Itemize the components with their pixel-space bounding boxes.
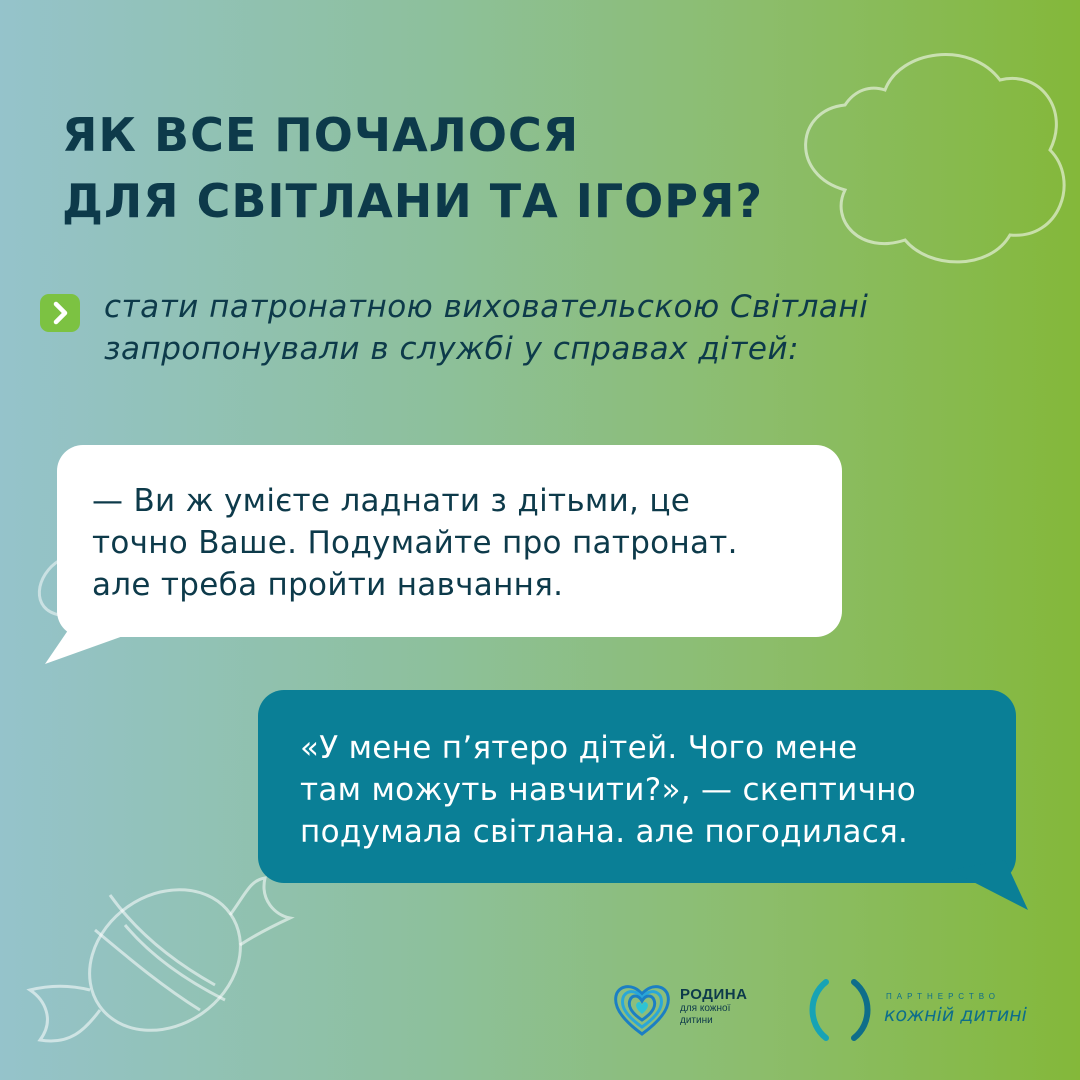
teal-bubble-line-1: «У мене п’ятеро дітей. Чого мене	[300, 730, 858, 766]
left-deco-outline	[39, 560, 60, 615]
white-bubble-line-3: але треба пройти навчання.	[92, 567, 564, 603]
white-bubble-text	[92, 480, 738, 606]
intro-line-2: запропонували в службі у справах дітей:	[104, 331, 800, 367]
intro-text	[104, 286, 1004, 370]
parentheses-logo-icon	[806, 978, 882, 1042]
rodyna-logo-text	[680, 986, 747, 1027]
intro-line-1: стати патронатною виховательскою Світлані	[104, 289, 869, 325]
rodyna-logo	[610, 978, 780, 1042]
candy-outline-icon	[30, 861, 290, 1059]
partnership-logo-big: кожній дитині	[884, 1004, 1027, 1026]
teal-bubble-line-3: подумала світлана. але погодилася.	[300, 814, 909, 850]
white-bubble-line-1: — Ви ж умієте ладнати з дітьми, це	[92, 483, 691, 519]
page-title	[62, 102, 763, 234]
teal-bubble-text	[300, 727, 916, 853]
title-line-1: ЯК ВСЕ ПОЧАЛОСЯ	[62, 108, 580, 162]
white-bubble-line-2: точно Ваше. Подумайте про патронат.	[92, 525, 738, 561]
chevron-right-icon	[40, 294, 80, 332]
rodyna-logo-sub-1: для кожної	[680, 1003, 731, 1014]
title-line-2: ДЛЯ СВІТЛАНИ ТА ІГОРЯ?	[62, 174, 764, 228]
rodyna-logo-sub-2: дитини	[680, 1015, 713, 1026]
teal-bubble-line-2: там можуть навчити?», — скептично	[300, 772, 917, 808]
heart-logo-icon	[610, 978, 674, 1042]
partnership-logo-small: ПАРТНЕРСТВО	[886, 992, 1000, 1001]
rodyna-logo-title: РОДИНА	[680, 986, 748, 1003]
cloud-outline-icon	[806, 55, 1064, 262]
partnership-logo	[806, 978, 1046, 1042]
